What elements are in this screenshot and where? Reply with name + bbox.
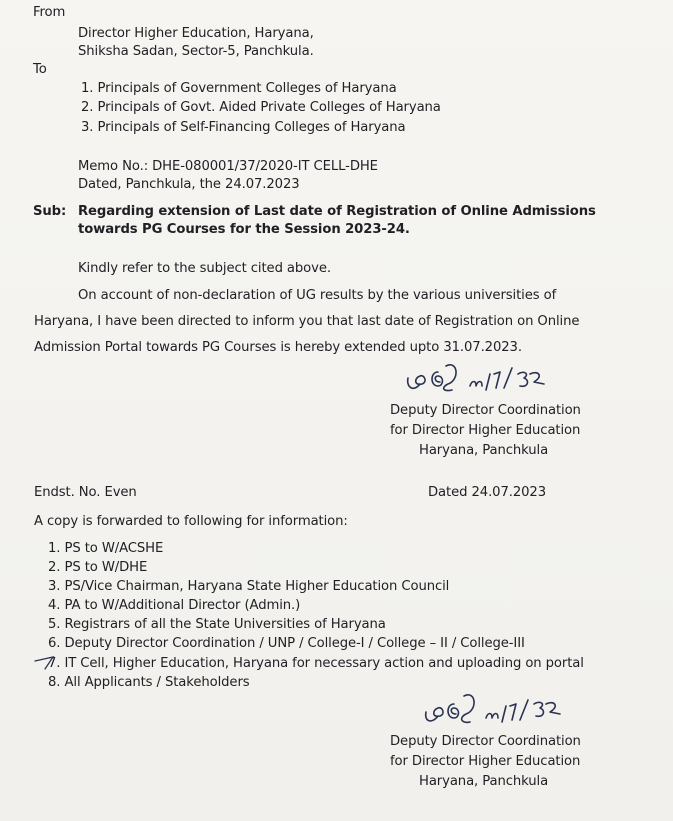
to-item: 3. Principals of Self-Financing Colleges of Haryana [81,120,406,135]
to-label: To [33,62,47,77]
copy-item: 7. IT Cell, Higher Education, Haryana for necessary action and uploading on portal [48,656,584,671]
copy-item: 5. Registrars of all the State Universities of Haryana [48,617,386,632]
subject-line-2: towards PG Courses for the Session 2023-24. [78,222,410,237]
to-item: 2. Principals of Govt. Aided Private Colleges of Haryana [81,100,441,115]
copy-item: 6. Deputy Director Coordination / UNP / College-I / College – II / College-III [48,636,525,651]
copy-item: 8. All Applicants / Stakeholders [48,675,250,690]
copy-item: 4. PA to W/Additional Director (Admin.) [48,598,301,613]
signatory-for: for Director Higher Education [390,423,581,438]
signatory-for: for Director Higher Education [390,754,581,769]
endorsement-number: Endst. No. Even [34,485,137,500]
to-item: 1. Principals of Government Colleges of Haryana [81,81,397,96]
memo-number: Memo No.: DHE-080001/37/2020-IT CELL-DHE [78,159,378,174]
subject-label: Sub: [33,204,67,219]
copy-item: 1. PS to W/ACSHE [48,541,164,556]
subject-line-1: Regarding extension of Last date of Registration of Online Admissions [78,204,596,219]
copy-item: 2. PS to W/DHE [48,560,148,575]
copy-item: 3. PS/Vice Chairman, Haryana State Higher Education Council [48,579,450,594]
handwritten-tick-mark [33,655,55,675]
handwritten-signature-1 [400,362,570,404]
signatory-location: Haryana, Panchkula [419,443,549,458]
memo-date: Dated, Panchkula, the 24.07.2023 [78,177,300,192]
copy-intro: A copy is forwarded to following for information: [34,514,348,529]
body-line: On account of non-declaration of UG results by the various universities of [78,288,557,303]
body-line: Admission Portal towards PG Courses is hereby extended upto 31.07.2023. [34,340,522,355]
from-line-2: Shiksha Sadan, Sector-5, Panchkula. [78,44,314,59]
from-line-1: Director Higher Education, Haryana, [78,26,314,41]
handwritten-signature-2 [420,690,580,734]
body-line: Haryana, I have been directed to inform you that last date of Registration on Online [34,314,580,329]
signatory-designation: Deputy Director Coordination [390,403,581,418]
from-label: From [33,5,66,20]
endorsement-date: Dated 24.07.2023 [428,485,546,500]
body-paragraph-1: Kindly refer to the subject cited above. [78,261,331,276]
signatory-location: Haryana, Panchkula [419,774,549,789]
signatory-designation: Deputy Director Coordination [390,734,581,749]
